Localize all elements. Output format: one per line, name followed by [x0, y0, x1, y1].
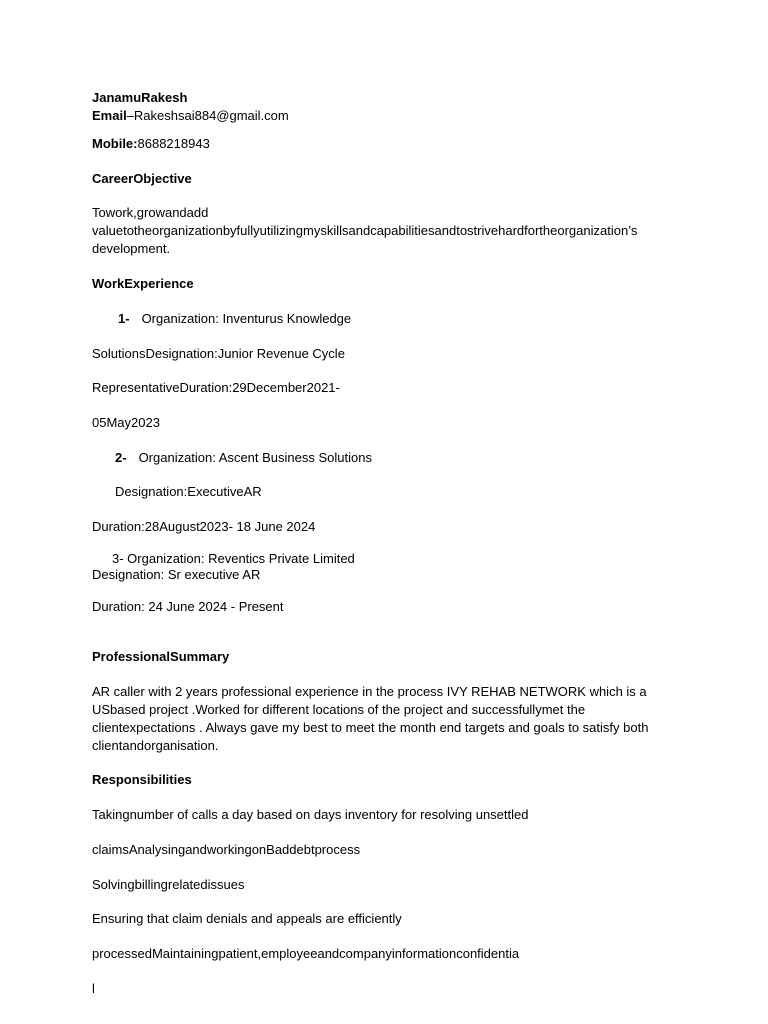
job-3-organization: 3- Organization: Reventics Private Limited: [112, 551, 355, 566]
professional-summary-line-3: clientexpectations . Always gave my best to meet the month end targets and goals to satisfy both: [92, 720, 649, 735]
job-1-org-line: [118, 310, 351, 328]
email-label: Email: [92, 108, 127, 123]
career-objective-heading: CareerObjective: [92, 171, 192, 186]
job-1-organization: Organization: Inventurus Knowledge: [141, 311, 352, 326]
professional-summary-line-2: USbased project .Worked for different locations of the project and successfullymet the: [92, 702, 586, 717]
mobile-value: 8688218943: [137, 136, 210, 151]
professional-summary-heading: ProfessionalSummary: [92, 649, 230, 664]
job-2-duration: Duration:28August2023- 18 June 2024: [92, 519, 316, 534]
responsibility-line: Solvingbillingrelatedissues: [92, 877, 245, 892]
responsibility-line: processedMaintainingpatient,employeeandcompanyinformationconfidentia: [92, 946, 520, 961]
candidate-name: JanamuRakesh: [92, 90, 188, 105]
email-line: [92, 107, 289, 125]
job-2-number: 2-: [115, 450, 127, 465]
career-objective-line-1: Towork,growandadd: [92, 205, 209, 220]
responsibility-line: l: [92, 981, 95, 996]
responsibility-line: claimsAnalysingandworkingonBaddebtprocess: [92, 842, 361, 857]
email-value: –Rakeshsai884@gmail.com: [126, 108, 289, 123]
job-2-designation: Designation:ExecutiveAR: [115, 484, 262, 499]
responsibility-line: Ensuring that claim denials and appeals are efficiently: [92, 911, 402, 926]
professional-summary-line-1: AR caller with 2 years professional experience in the process IVY REHAB NETWORK which is a: [92, 684, 647, 699]
responsibilities-heading: Responsibilities: [92, 772, 192, 787]
mobile-line: [92, 135, 210, 153]
mobile-label: Mobile:: [92, 136, 138, 151]
job-3-duration: Duration: 24 June 2024 - Present: [92, 599, 284, 614]
job-2-organization: Organization: Ascent Business Solutions: [138, 450, 372, 465]
job-1-line-2: SolutionsDesignation:Junior Revenue Cycle: [92, 346, 345, 361]
job-3-designation: Designation: Sr executive AR: [92, 567, 261, 582]
work-experience-heading: WorkExperience: [92, 276, 194, 291]
job-1-line-3: RepresentativeDuration:29December2021-: [92, 380, 340, 395]
professional-summary-line-4: clientandorganisation.: [92, 738, 219, 753]
job-2-org-line: [115, 449, 372, 467]
career-objective-line-3: development.: [92, 241, 171, 256]
responsibility-line: Takingnumber of calls a day based on days inventory for resolving unsettled: [92, 807, 529, 822]
career-objective-line-2: valuetotheorganizationbyfullyutilizingmyskillsandcapabilitiesandtostrivehardfortheorganization’s: [92, 223, 638, 238]
job-1-line-4: 05May2023: [92, 415, 160, 430]
job-1-number: 1-: [118, 311, 130, 326]
